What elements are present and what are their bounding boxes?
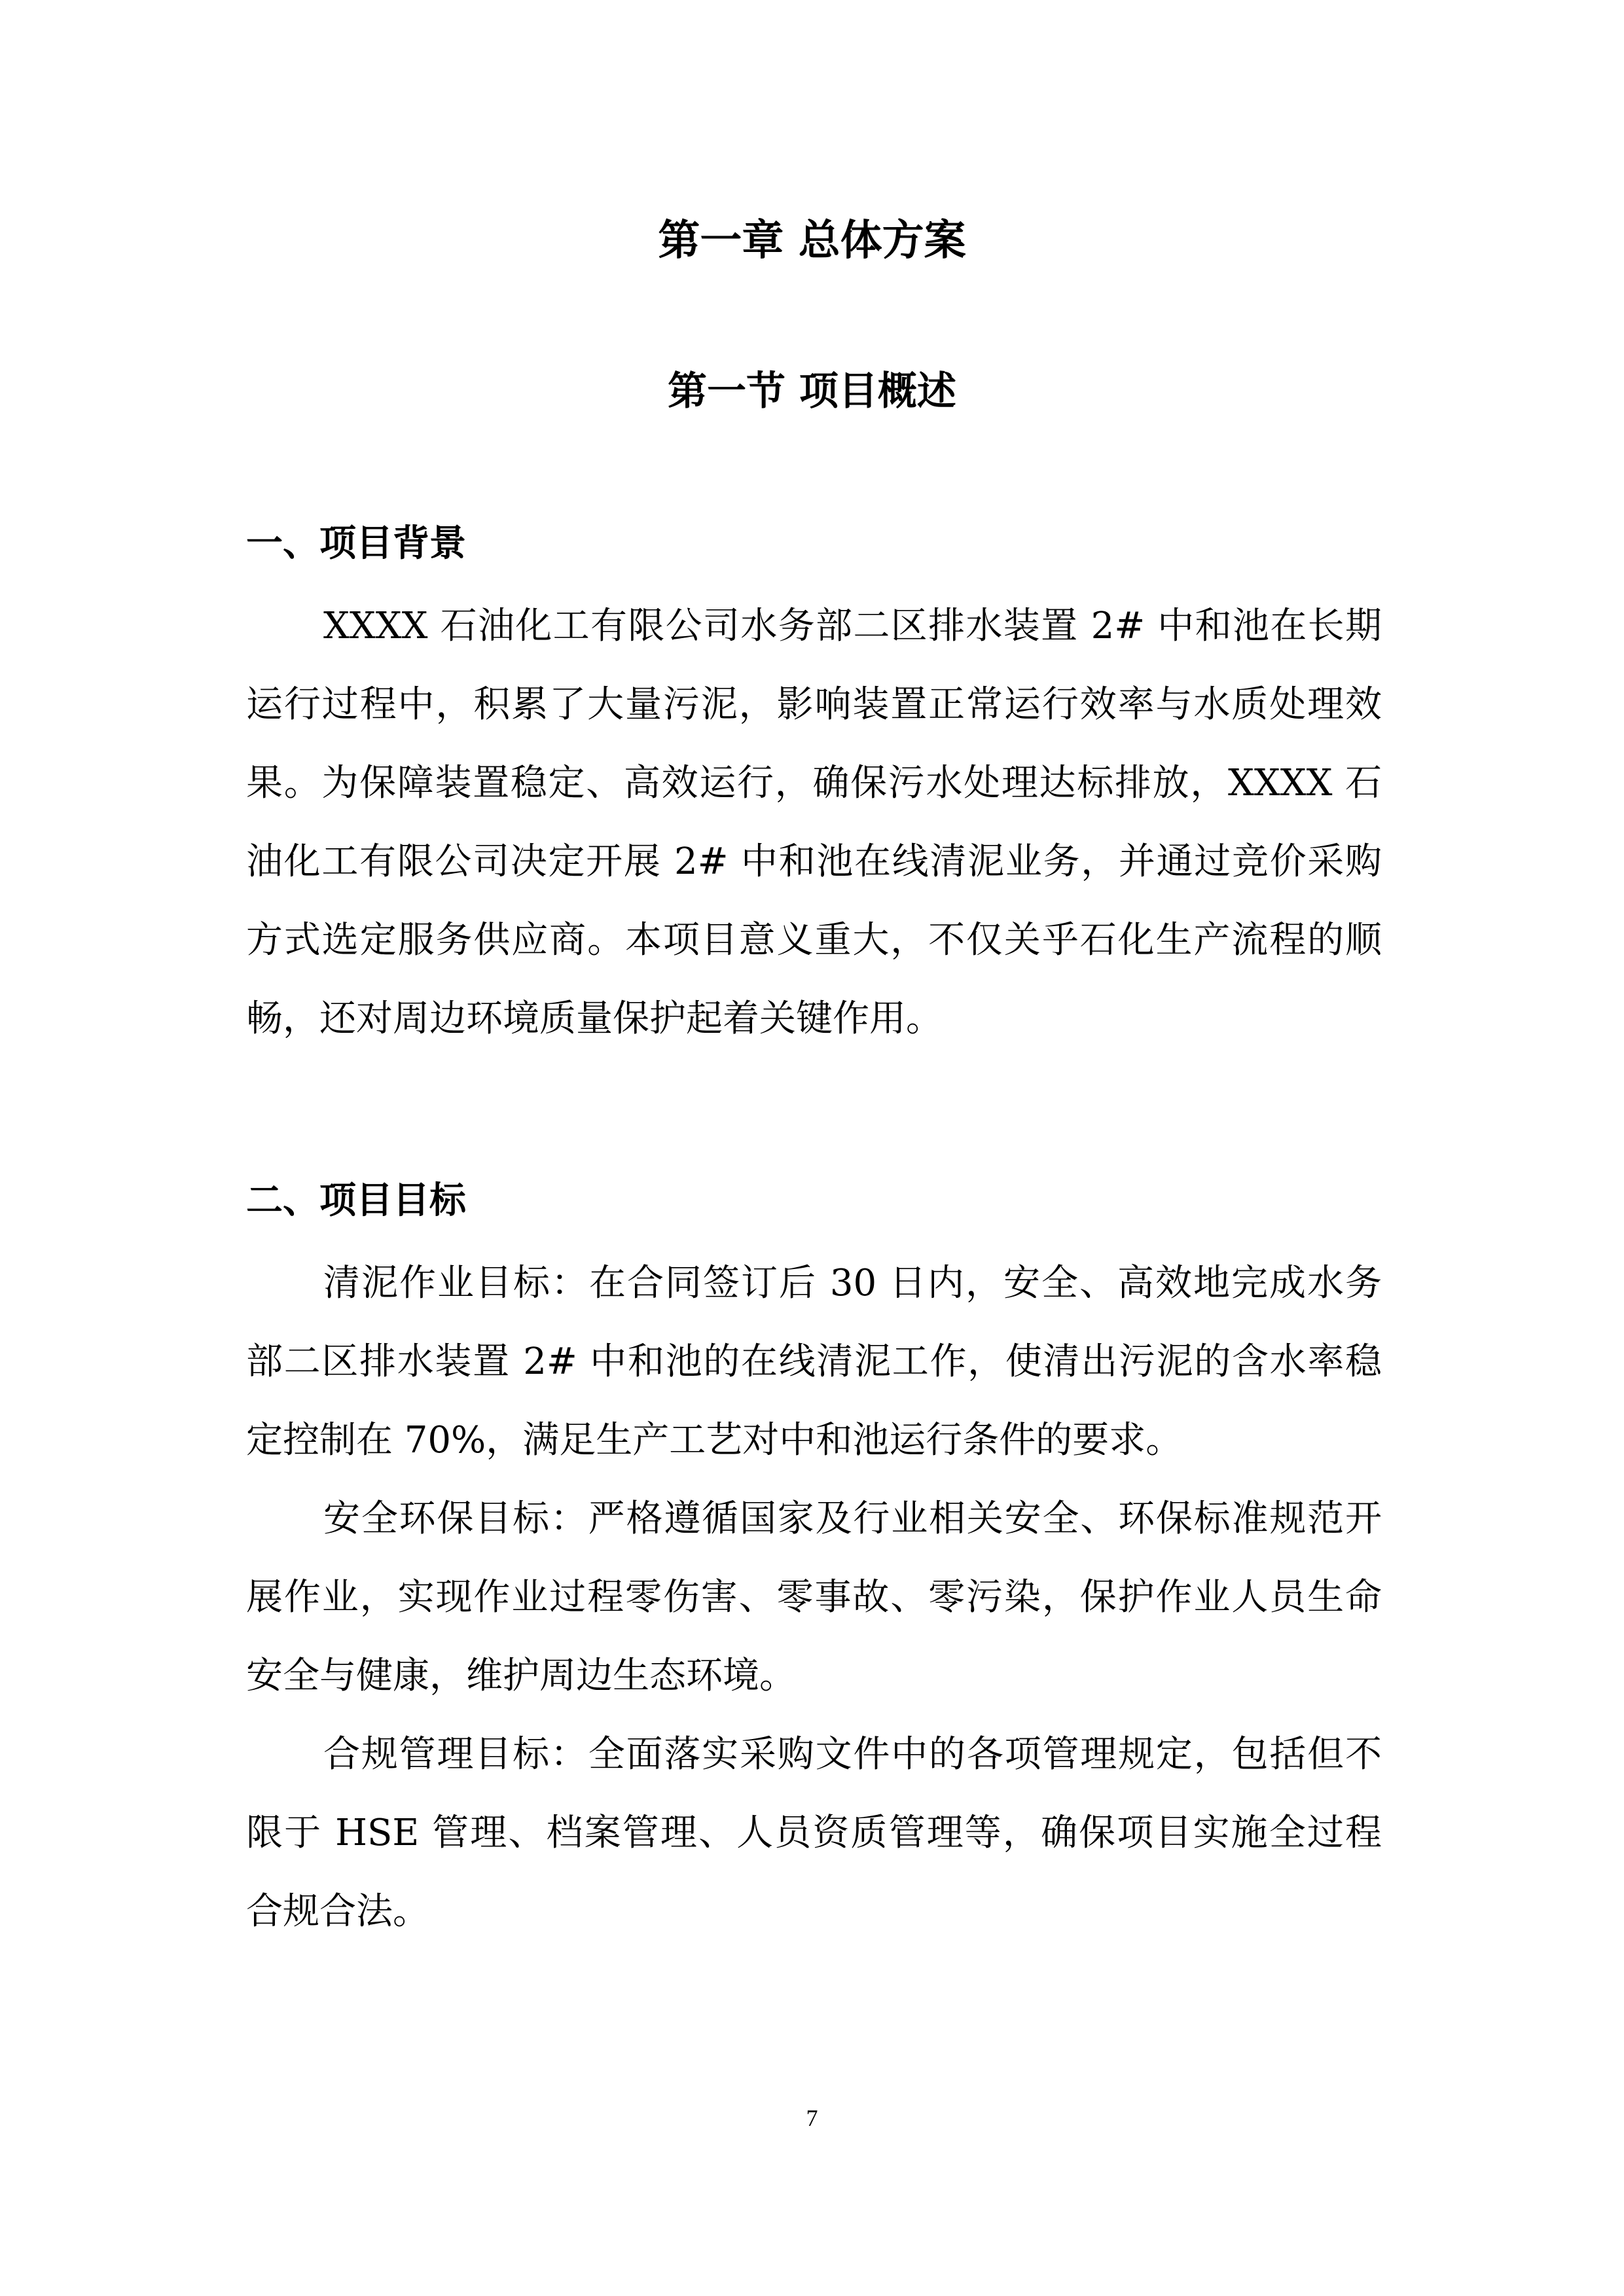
- text-line: 果。为保障装置稳定、高效运行，确保污水处理达标排放，XXXX 石: [246, 762, 1382, 804]
- text-line: 方式选定服务供应商。本项目意义重大，不仅关乎石化生产流程的顺: [246, 919, 1382, 961]
- text-line: XXXX 石油化工有限公司水务部二区排水装置 2# 中和池在长期: [323, 605, 1382, 647]
- paragraph-cleaning-objective: [246, 1244, 1382, 1480]
- chapter-title: 第一章 总体方案: [658, 217, 966, 265]
- paragraph-project-background: [246, 587, 1382, 1058]
- text-line: 安全与健康，维护周边生态环境。: [246, 1655, 796, 1697]
- page-number: 7: [806, 2105, 818, 2131]
- text-line: 清泥作业目标：在合同签订后 30 日内，安全、高效地完成水务: [323, 1262, 1382, 1304]
- text-line: 畅，还对周边环境质量保护起着关键作用。: [246, 997, 943, 1040]
- text-line: 运行过程中，积累了大量污泥，影响装置正常运行效率与水质处理效: [246, 683, 1382, 726]
- text-line: 合规管理目标：全面落实采购文件中的各项管理规定，包括但不: [323, 1733, 1382, 1776]
- text-line: 合规合法。: [246, 1890, 429, 1933]
- text-line: 定控制在 70%，满足生产工艺对中和池运行条件的要求。: [246, 1419, 1183, 1462]
- paragraph-compliance-objective: [246, 1715, 1382, 1951]
- section-title: 第一节 项目概述: [668, 368, 956, 414]
- text-line: 展作业，实现作业过程零伤害、零事故、零污染，保护作业人员生命: [246, 1576, 1382, 1619]
- heading-project-background: 一、项目背景: [246, 522, 466, 565]
- paragraph-safety-objective: [246, 1480, 1382, 1715]
- text-line: 部二区排水装置 2# 中和池的在线清泥工作，使清出污泥的含水率稳: [246, 1340, 1382, 1383]
- text-line: 油化工有限公司决定开展 2# 中和池在线清泥业务，并通过竞价采购: [246, 840, 1382, 883]
- text-line: 限于 HSE 管理、档案管理、人员资质管理等，确保项目实施全过程: [246, 1812, 1382, 1854]
- heading-project-objectives: 二、项目目标: [246, 1179, 466, 1222]
- text-line: 安全环保目标：严格遵循国家及行业相关安全、环保标准规范开: [323, 1498, 1382, 1540]
